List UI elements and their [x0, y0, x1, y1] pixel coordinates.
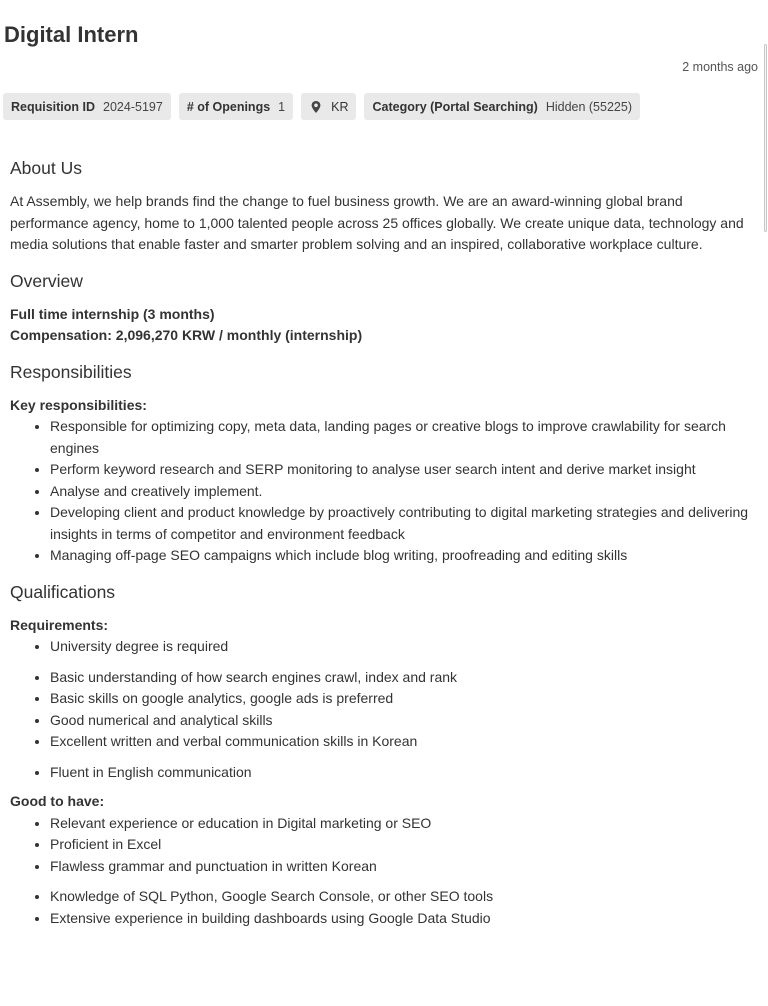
location-pin-icon — [309, 100, 323, 114]
list-item: • Relevant experience or education in Digital marketing or SEO — [50, 813, 755, 835]
list-item: • Developing client and product knowledge by proactively contributing to digital marketing strategies and delivering insights in terms of competitor and environment feedback — [50, 502, 755, 545]
tag-category — [364, 93, 640, 120]
list-item: • Basic understanding of how search engines crawl, index and rank — [50, 667, 755, 689]
good-to-have-list — [10, 813, 755, 930]
tag-value: KR — [331, 99, 349, 114]
tag-label: Requisition ID — [11, 99, 96, 114]
requirements-list — [10, 636, 755, 783]
list-item: • Proficient in Excel — [50, 834, 755, 856]
list-item: • Excellent written and verbal communication skills in Korean — [50, 731, 755, 753]
requirements-label: Requirements: — [10, 616, 109, 633]
tag-value: 1 — [278, 99, 286, 114]
job-title: Digital Intern — [4, 22, 139, 47]
list-item: • Responsible for optimizing copy, meta data, landing pages or creative blogs to improve crawlability for search engines — [50, 416, 755, 459]
overview-heading: Overview — [10, 270, 83, 291]
about-heading: About Us — [10, 158, 82, 178]
tag-value: Hidden (55225) — [545, 99, 632, 114]
list-item: • Flawless grammar and punctuation in written Korean — [50, 856, 755, 878]
job-tags — [3, 93, 640, 120]
list-item: • Managing off-page SEO campaigns which include blog writing, proofreading and editing skills — [50, 545, 755, 567]
list-item: • Fluent in English communication — [50, 762, 755, 784]
tag-label: Category (Portal Searching) — [372, 99, 538, 114]
posted-date: 2 months ago — [682, 60, 758, 74]
scrollbar[interactable] — [764, 44, 767, 232]
overview-line: Compensation: 2,096,270 KRW / monthly (internship) — [10, 327, 363, 343]
about-text: At Assembly, we help brands find the change to fuel business growth. We are an award-winning global brand performance agency, home to 1,000 talented people across 25 offices globally. We create unique data, technology and media solutions that enable faster and smarter problem solving and an inspired, collaborative workplace culture. — [10, 193, 744, 252]
list-item: • Basic skills on google analytics, google ads is preferred — [50, 688, 755, 710]
list-item: • University degree is required — [50, 636, 755, 658]
list-item: • Extensive experience in building dashboards using Google Data Studio — [50, 908, 755, 930]
responsibilities-subheading: Key responsibilities: — [10, 396, 147, 413]
tag-requisition-id — [3, 93, 171, 120]
overview-line: Full time internship (3 months) — [10, 305, 215, 322]
tag-location — [301, 93, 356, 120]
list-item: • Analyse and creatively implement. — [50, 481, 755, 503]
tag-openings — [179, 93, 293, 120]
qualifications-heading: Qualifications — [10, 581, 116, 602]
tag-label: # of Openings — [186, 99, 271, 114]
responsibilities-heading: Responsibilities — [10, 361, 132, 382]
list-item: • Knowledge of SQL Python, Google Search Console, or other SEO tools — [50, 886, 755, 908]
job-description — [10, 155, 755, 929]
list-item: • Perform keyword research and SERP monitoring to analyse user search intent and derive market insight — [50, 459, 755, 481]
list-item: • Good numerical and analytical skills — [50, 710, 755, 732]
responsibilities-list — [10, 416, 755, 567]
good-to-have-label: Good to have: — [10, 793, 105, 809]
tag-value: 2024-5197 — [103, 99, 163, 114]
